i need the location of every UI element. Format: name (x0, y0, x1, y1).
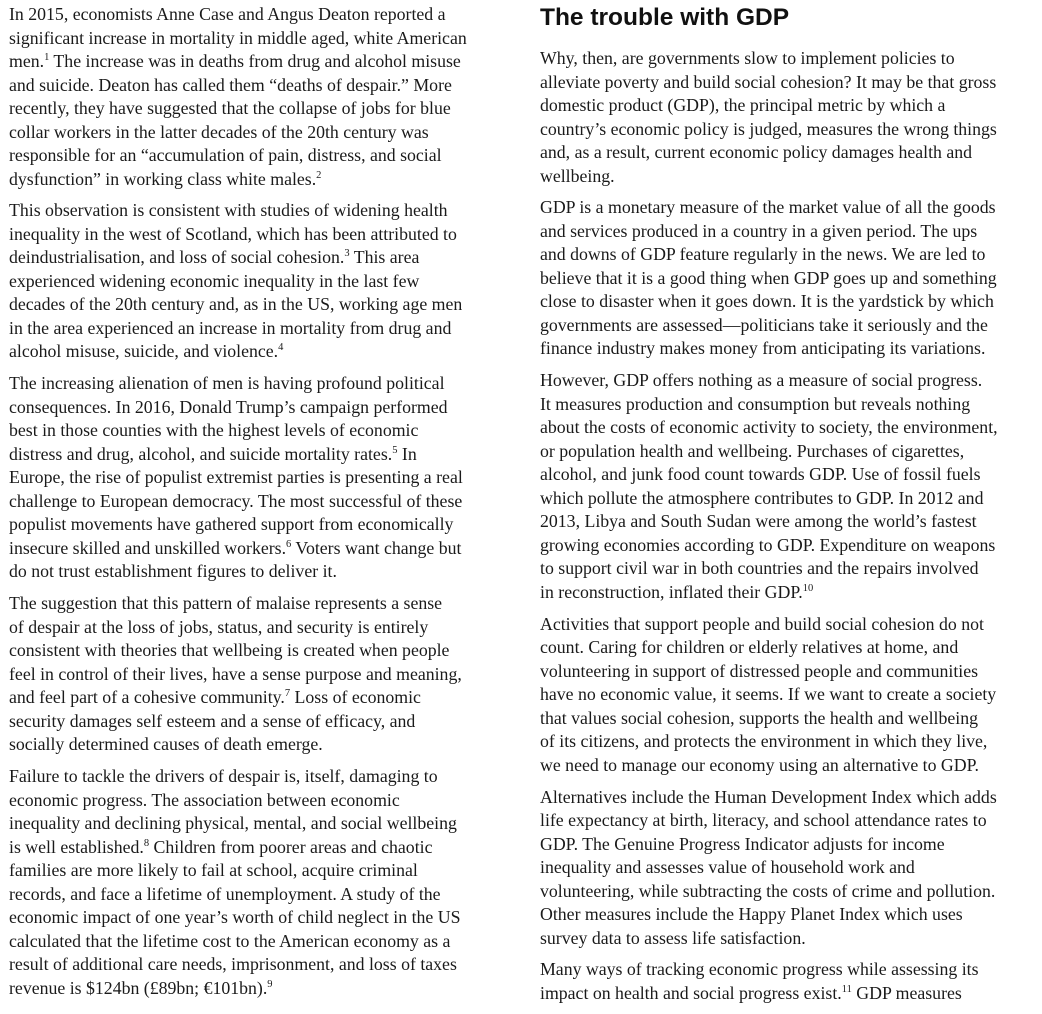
paragraph (9, 3, 511, 191)
left-column (9, 3, 511, 1008)
text-run: Many ways of tracking economic progress while assessing its impact on health and social progress exist. (540, 959, 979, 1003)
paragraph (540, 196, 1036, 361)
footnote-ref: 7 (284, 688, 291, 700)
text-run: In Europe, the rise of populist extremist parties is presenting a real challenge to European democracy. The most successful of these populist movements have gathered support from economically insecure skilled and unskilled workers. (9, 443, 463, 558)
paragraph (9, 372, 511, 584)
footnote-ref: 9 (267, 978, 273, 990)
paragraph (540, 786, 1036, 951)
paragraph (540, 47, 1036, 188)
text-run: Failure to tackle the drivers of despair is, itself, damaging to economic progress. The association between economic inequality and declining physical, mental, and social wellbeing is well established. (9, 766, 457, 857)
paragraph (9, 199, 511, 364)
text-run: GDP measures (851, 982, 962, 1003)
text-run: This observation is consistent with studies of widening health inequality in the west of Scotland, which has been attributed to deindustrialisation, and loss of social cohesion. (9, 200, 457, 268)
footnote-ref: 10 (802, 582, 814, 594)
paragraph (540, 369, 1036, 604)
text-run: Loss of economic security damages self esteem and a sense of efficacy, and socially determined causes of death emerge. (9, 687, 421, 755)
text-run: Voters want change but do not trust establishment figures to deliver it. (9, 537, 462, 582)
right-column (540, 3, 1036, 1014)
footnote-ref: 5 (392, 444, 398, 456)
text-run: The increase was in deaths from drug and alcohol misuse and suicide. Deaton has called them “deaths of despair.” More recently, they have suggested that the collapse of jobs for blue collar workers in the latter decades of the 20th century was responsible for an “accumulation of pain, distress, and social dysfunction” in working class white males. (9, 51, 461, 189)
footnote-ref: 4 (278, 342, 284, 354)
text-run: Children from poorer areas and chaotic families are more likely to fail at school, acquire criminal records, and face a lifetime of unemployment. A study of the economic impact of one year’s worth of child neglect in the US calculated that the lifetime cost to the American economy as a result of additional care needs, imprisonment, and loss of taxes revenue is $124bn (£89bn; €101bn). (9, 836, 461, 998)
footnote-ref: 3 (344, 248, 350, 260)
footnote-ref: 1 (44, 52, 50, 63)
text-run: Activities that support people and build social cohesion do not count. Caring for children or elderly relatives at home, and volunteering in support of distressed people and communities have no economic value, it seems. If we want to create a society that values social cohesion, supports the health and wellbeing of its citizens, and protects the environment in which they live, we need to manage our economy using an alternative to GDP. (540, 613, 997, 775)
footnote-ref: 2 (316, 169, 322, 181)
text-run: This area experienced widening economic inequality in the last few decades of the 20th century and, as in the US, working age men in the area experienced an increase in mortality from drug and alcohol misuse, suicide, and violence. (9, 247, 463, 362)
paragraph (9, 592, 511, 757)
text-run: Why, then, are governments slow to implement policies to alleviate poverty and build social cohesion? It may be that gross domestic product (GDP), the principal metric by which a country’s economic policy is judged, measures the wrong things and, as a result, current economic policy damages health and wellbeing. (540, 48, 997, 186)
text-run: However, GDP offers nothing as a measure of social progress. It measures production and consumption but reveals nothing about the costs of economic activity to society, the environment, or population health and wellbeing. Purchases of cigarettes, alcohol, and junk food count towards GDP. Use of fossil fuels which pollute the atmosphere contributes to GDP. In 2012 and 2013, Libya and South Sudan were among the world’s fastest growing economies according to GDP. Expenditure on weapons to support civil war in both countries and the repairs involved in reconstruction, inflated their GDP. (540, 370, 998, 602)
paragraph (540, 613, 1036, 778)
text-run: The increasing alienation of men is having profound political consequences. In 2016, Donald Trump’s campaign performed best in those counties with the highest levels of economic distress and drug, alcohol, and suicide mortality rates. (9, 373, 448, 464)
footnote-ref: 8 (143, 837, 150, 849)
footnote-ref: 11 (841, 983, 852, 995)
text-run: Alternatives include the Human Development Index which adds life expectancy at birth, literacy, and school attendance rates to GDP. The Genuine Progress Indicator adjusts for income inequality and assesses value of household work and volunteering, while subtracting the costs of crime and pollution. Other measures include the Happy Planet Index which uses survey data to assess life satisfaction. (540, 786, 997, 948)
section-heading: The trouble with GDP (540, 4, 790, 31)
text-run: The suggestion that this pattern of malaise represents a sense of despair at the loss of jobs, status, and security is entirely consistent with theories that wellbeing is created when people feel in control of their lives, have a sense purpose and meaning, and feel part of a cohesive community. (9, 593, 462, 708)
paragraph (9, 765, 511, 1000)
text-run: In 2015, economists Anne Case and Angus Deaton reported a significant increase in mortality in middle aged, white American men. (9, 4, 467, 71)
paragraph (540, 958, 1036, 1005)
text-run: GDP is a monetary measure of the market value of all the goods and services produced in a country in a given period. The ups and downs of GDP feature regularly in the news. We are led to believe that it is a good thing when GDP goes up and something close to disaster when it goes down. It is the yardstick by which governments are assessed—politicians take it seriously and the finance industry makes money from anticipating its variations. (540, 197, 997, 359)
footnote-ref: 6 (286, 538, 292, 550)
